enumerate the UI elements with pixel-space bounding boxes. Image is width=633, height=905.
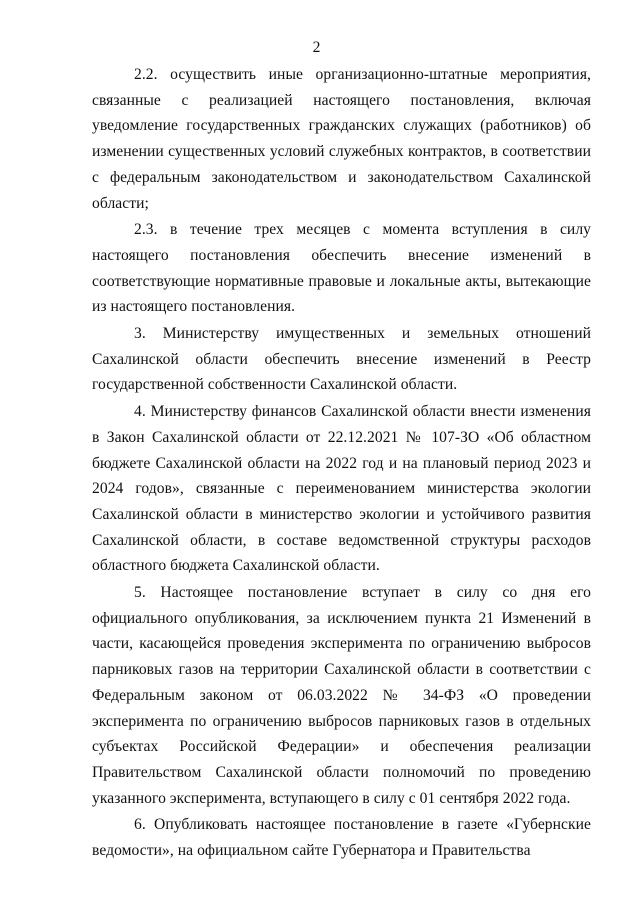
paragraph-3: 3. Министерству имущественных и земельных отношений Сахалинской области обеспечить внесение изменений в Реестр государственной собственности Сахалинской области. [92,325,591,394]
paragraph-2-2: 2.2. осуществить иные организационно-штатные мероприятия, связанные с реализацией настоящего постановления, включая уведомление государственных гражданских служащих (работников) об изменении существенных условий служебных контрактов, в соответствии с федеральным законодательством и законодательством Сахалинской области; [92,66,591,212]
paragraph-2-3: 2.3. в течение трех месяцев с момента вступления в силу настоящего постановления обеспечить внесение изменений в соответствующие нормативные правовые и локальные акты, вытекающие из настоящего постановления. [92,221,591,316]
paragraph-5: 5. Настоящее постановление вступает в силу со дня его официального опубликования, за исключением пункта 21 Изменений в части, касающейся проведения эксперимента по ограничению выбросов парниковых газов на территории Сахалинской области в соответствии с Федеральным законом от 06.03.2022 № 34-ФЗ «О проведении эксперимента по ограничению выбросов парниковых газов в отдельных субъектах Российской Федерации» и обеспечения реализации Правительством Сахалинской области полномочий по проведению указанного эксперимента, вступающего в силу с 01 сентября 2022 года. [92,584,591,807]
document-body [92,62,591,865]
paragraph-6: 6. Опубликовать настоящее постановление в газете «Губернские ведомости», на официальном сайте Губернатора и Правительства [92,816,591,860]
paragraph-4: 4. Министерству финансов Сахалинской области внести изменения в Закон Сахалинской области от 22.12.2021 № 107-ЗО «Об областном бюджете Сахалинской области на 2022 год и на плановый период 2023 и 2024 годов», связанные с переименованием министерства экологии Сахалинской области в министерство экологии и устойчивого развития Сахалинской области, в составе ведомственной структуры расходов областного бюджета Сахалинской области. [92,403,591,575]
page-number: 2 [312,39,321,56]
